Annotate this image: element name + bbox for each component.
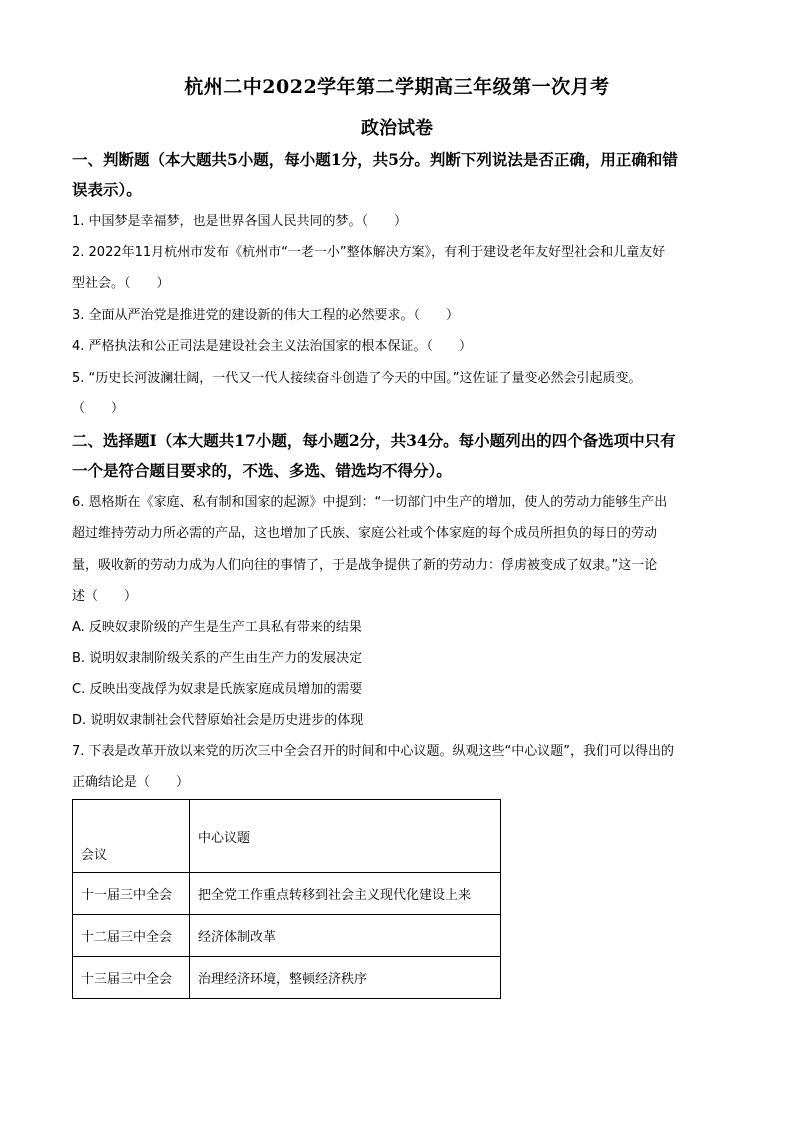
question-6-line4: 述（ ） bbox=[72, 589, 138, 604]
question-5-line2: （ ） bbox=[72, 401, 125, 416]
question-6-option-b: B. 说明奴隶制阶级关系的产生由生产力的发展决定 bbox=[72, 651, 363, 666]
table-cell: 十三届三中全会 bbox=[73, 957, 190, 999]
table-header-row bbox=[73, 800, 501, 873]
question-7-line1: 7. 下表是改革开放以来党的历次三中全会召开的时间和中心议题。纵观这些“中心议题”，我们可以得出的 bbox=[72, 744, 675, 759]
table-row bbox=[73, 915, 501, 957]
meeting-table bbox=[72, 799, 501, 999]
section2-heading-line2: 一个是符合题目要求的，不选、多选、错选均不得分）。 bbox=[72, 461, 452, 480]
exam-title: 杭州二中2022学年第二学期高三年级第一次月考 bbox=[184, 76, 610, 98]
question-7-line2: 正确结论是（ ） bbox=[72, 775, 190, 790]
section1-heading-line1: 一、判断题（本大题共5小题，每小题1分，共5分。判断下列说法是否正确，用正确和错 bbox=[72, 150, 678, 169]
question-6-option-a: A. 反映奴隶阶级的产生是生产工具私有带来的结果 bbox=[72, 620, 362, 635]
section2-heading-line1: 二、选择题Ⅰ（本大题共17小题，每小题2分，共34分。每小题列出的四个备选项中只有 bbox=[72, 431, 676, 450]
question-2-line2: 型社会。（ ） bbox=[72, 276, 170, 291]
table-cell: 经济体制改革 bbox=[190, 915, 501, 957]
question-4: 4. 严格执法和公正司法是建设社会主义法治国家的根本保证。（ ） bbox=[72, 339, 473, 354]
table-row bbox=[73, 873, 501, 915]
table-row bbox=[73, 957, 501, 999]
question-6-line1: 6. 恩格斯在《家庭、私有制和国家的起源》中提到：“一切部门中生产的增加，使人的劳动力能够生产出 bbox=[72, 495, 668, 510]
exam-subtitle: 政治试卷 bbox=[361, 118, 433, 139]
table-cell: 十二届三中全会 bbox=[73, 915, 190, 957]
table-header-cell: 中心议题 bbox=[190, 800, 501, 873]
question-6-option-d: D. 说明奴隶制社会代替原始社会是历史进步的体现 bbox=[72, 713, 364, 728]
question-1: 1. 中国梦是幸福梦，也是世界各国人民共同的梦。（ ） bbox=[72, 214, 408, 229]
section1-heading-line2: 误表示）。 bbox=[72, 180, 142, 199]
question-5-line1: 5. “历史长河波澜壮阔，一代又一代人接续奋斗创造了今天的中国。”这佐证了量变必然会引起质变。 bbox=[72, 371, 642, 386]
question-6-line3: 量，吸收新的劳动力成为人们向往的事情了，于是战争提供了新的劳动力：俘虏被变成了奴隶。”这一论 bbox=[72, 558, 658, 573]
question-6-option-c: C. 反映出变战俘为奴隶是氏族家庭成员增加的需要 bbox=[72, 682, 363, 697]
table-cell: 十一届三中全会 bbox=[73, 873, 190, 915]
table-cell: 治理经济环境，整顿经济秩序 bbox=[190, 957, 501, 999]
question-2-line1: 2. 2022年11月杭州市发布《杭州市“一老一小”整体解决方案》，有利于建设老年友好型社会和儿童友好 bbox=[72, 245, 666, 260]
table-cell: 把全党工作重点转移到社会主义现代化建设上来 bbox=[190, 873, 501, 915]
table-header-cell: 会议 bbox=[73, 800, 190, 873]
question-3: 3. 全面从严治党是推进党的建设新的伟大工程的必然要求。（ ） bbox=[72, 308, 460, 323]
question-6-line2: 超过维持劳动力所必需的产品，这也增加了氏族、家庭公社或个体家庭的每个成员所担负的每日的劳动 bbox=[72, 526, 658, 541]
